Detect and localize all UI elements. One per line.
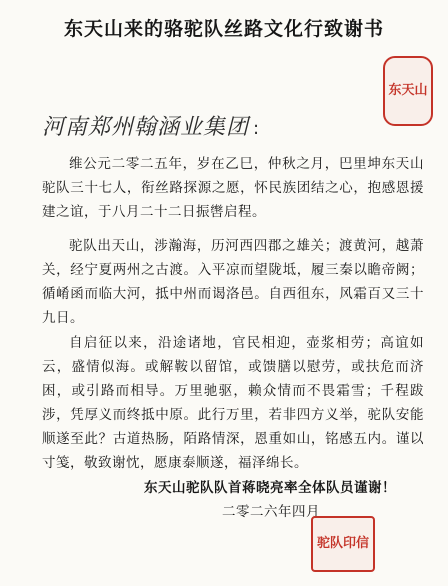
paragraph-1: 维公元二零二五年，岁在乙巳，仲秋之月，巴里坤东天山驼队三十七人，衔丝路探源之愿，怀民族团结之心，抱感恩援建之谊，于八月二十二日振辔启程。 — [42, 156, 424, 220]
red-seal-top — [383, 56, 433, 126]
seal-bottom-text: 驼队印信 — [316, 536, 369, 552]
seal-top-text: 东天山 — [388, 83, 428, 99]
salutation — [42, 110, 260, 141]
salutation-colon: : — [253, 118, 261, 139]
paragraph-3: 自启征以来，沿途诸地，官民相迎，壶浆相劳；高谊如云，盛情似海。或解鞍以留馆，或馈膳以慰劳，或扶危而济困，或引路而相导。万里驰驱，赖众情而不畏霜雪；千程跋涉，凭厚义而终抵中原。此行万里，若非四方义举，驼队安能顺遂至此？古道热肠，陌路情深，恩重如山，铭感五内。谨以寸笺，敬致谢忱，愿康泰顺遂，福泽绵长。 — [42, 335, 424, 471]
red-seal-bottom — [311, 516, 375, 572]
paragraph-2: 驼队出天山，涉瀚海，历河西四郡之雄关；渡黄河，越萧关，经宁夏两州之古渡。入平凉而望陇坻，履三秦以瞻帝阙；循崤函而临大河，抵中州而谒洛邑。自西徂东，风霜百又三十九日。 — [42, 238, 424, 326]
recipient-name: 河南郑州翰涵业集团 — [42, 115, 250, 140]
letter-title: 东天山来的骆驼队丝路文化行致谢书 — [63, 18, 384, 40]
date: 二零二六年四月 — [222, 504, 320, 520]
signoff: 东天山驼队队首蒋晓亮率全体队员谨谢！ — [144, 480, 396, 496]
